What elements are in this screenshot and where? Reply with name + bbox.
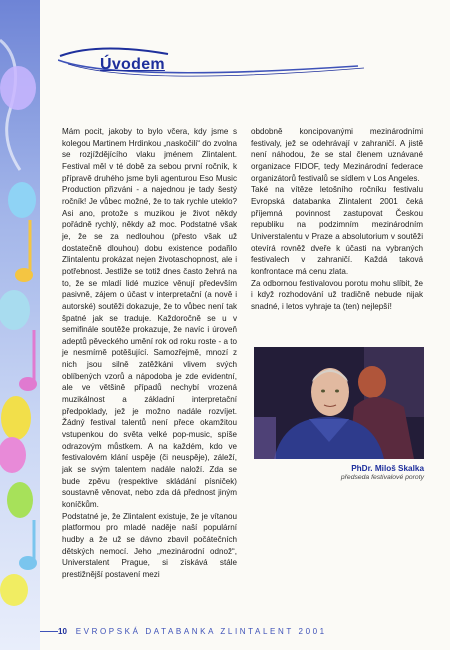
footer-divider [40,631,58,632]
paragraph: Také na vítěze letošního ročníku festivalu Evropská databanka Zlintalent 2001 čeká příjemná povinnost zastupovat Českou republiku na podzimním mezinárodním Universtalentu v Praze a absolutorium v soutěži otevírá rovněž dveře k účasti na vybraných festivalech v zahraničí. Každá taková konfrontace má cenu zlata. [251,185,423,276]
paragraph: Za odbornou festivalovou porotu mohu slíbit, že i když rozhodování už tradičně nebude nijak snadné, i letos vyhraje ta (ten) nejlepší! [251,278,423,311]
music-notes-illustration [0,0,40,650]
left-text-column [62,126,237,581]
paragraph: obdobně koncipovanými mezinárodními festivaly, jež se odehrávají v zahraničí. A jistě není náhodou, že se stal členem uznávané organizace FIDOF, tedy Mezinárodní federace organizátorů festivalů se sídlem v Los Angeles. [251,127,423,183]
page-footer [58,627,327,636]
right-text-column [251,126,423,313]
footer-text: EVROPSKÁ DATABANKA ZLINTALENT 2001 [75,627,327,636]
decorative-sidebar [0,0,40,650]
title-banner [58,42,368,86]
paragraph: Podstatné je, že Zlintalent existuje, že je vítanou platformou pro mladé naděje naší populární hudby a že už se dávno zbavil počátečních dětských nemocí. Jeho „mezinárodní odnož“, Universtalent Prague, si získává stále prestižnější postavení mezi [62,511,237,579]
portrait-photo-image [254,347,424,459]
caption-role: předseda festivalové poroty [340,474,424,481]
caption-name: PhDr. Miloš Skalka [351,464,424,473]
paragraph: Mám pocit, jakoby to bylo včera, kdy jsme s kolegou Martinem Hrdinkou „naskočili“ do zvolna se rozjíždějícího vlaku jménem Zlintalent. Festival měl v té době za sebou první ročník, k přípravě druhého jsme byli agenturou Eso Music Production přizváni - a najednou je tady šestý ročník! Je vůbec možné, že to tak rychle uteklo? Asi ano, protože s muzikou je život někdy pořádně rychlý, někdy až moc. Podstatné však je, že se za nedlouhou (přesto však už dostatečně dlouhou) dobu existence podařilo Zlintalentu prokázat nejen životaschopnost, ale i potřebnost. Jestliže se totiž dnes často žehrá na to, že se mladí lidé muzice věnují především pasivně, zájem o účast v interpretační (a nově i autorské) soutěži dokazuje, že to vůbec není tak špatné jak se traduje. Každoročně se u v semifinále soutěže prokazuje, že navíc i úroveň adeptů pěveckého umění rok od roku roste - a to je nesmírně potěšující. Samozřejmě, mnozí z nich jsou silně zatěžkáni vlivem svých oblíbených vzorů a nápodoba je zde evidentní, ale ve většině případů nechybí vrozená muzikálnost a základní interpretační předpoklady, jež je možno nadále rozvíjet. Žádný festival talentů není přece okamžitou vstupenkou do světa velké pop-music, spíše odrazovým můstkem. A na každém, kdo ve festivalovém klání uspěje (či neuspěje), záleží, jak se svým talentem nadále naloží. Zda se bude zpěvu (respektive skládání písniček) soustavně věnovat, nebo zda dá přednost jiným koníčkům. [62,127,237,509]
photo-caption [254,464,424,481]
page-title: Úvodem [100,56,165,73]
portrait-photo [254,347,424,459]
page-number: 10 [58,627,67,636]
